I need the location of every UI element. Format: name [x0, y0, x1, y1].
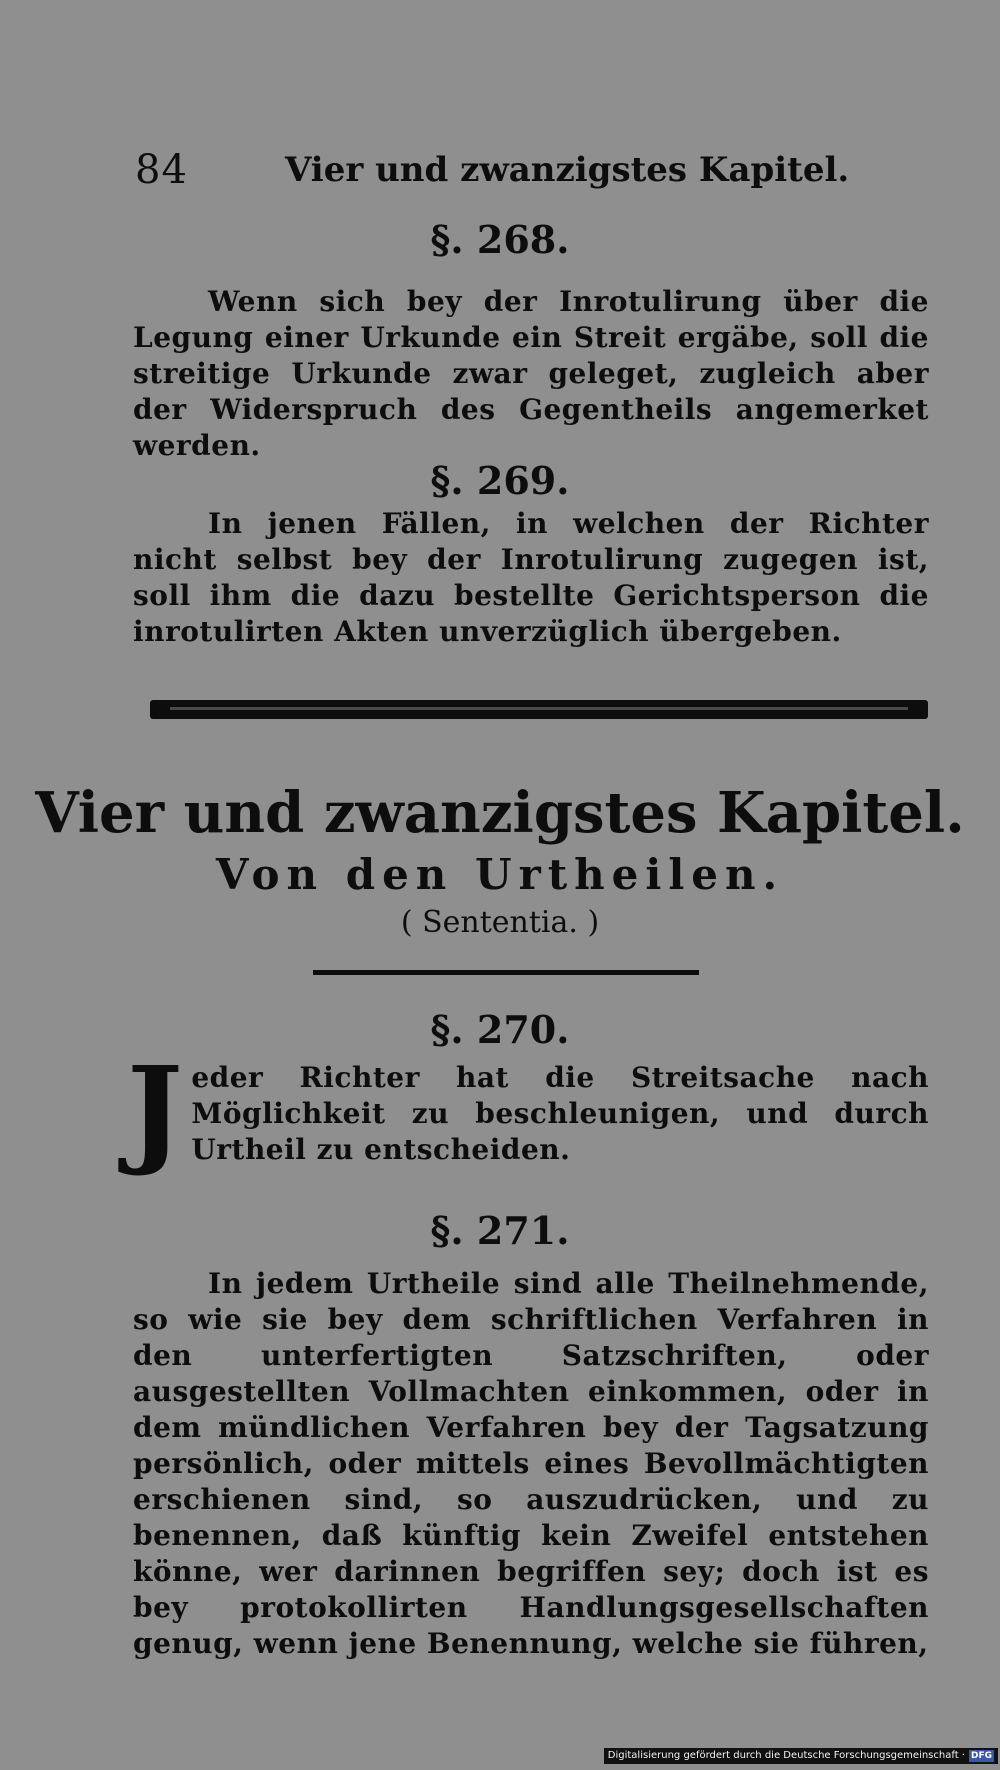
- section-heading-270: §. 270.: [430, 1007, 570, 1052]
- running-head: [135, 145, 895, 195]
- drop-cap: J: [127, 1040, 184, 1179]
- dfg-logo-icon: DFG: [970, 1751, 992, 1761]
- chapter-subtitle: Von den Urtheilen.: [215, 850, 785, 899]
- section-heading-271: §. 271.: [430, 1208, 570, 1253]
- section-text-269: In jenen Fällen, in welchen der Richter nicht selbst bey der Inrotulirung zugegen ist, soll ihm die dazu bestellte Gerichtsperson die inrotulirten Akten unverzüglich übergeben.: [133, 507, 929, 648]
- section-heading-268: §. 268.: [430, 217, 570, 262]
- chapter-divider-thick: [150, 700, 928, 719]
- section-heading-269: §. 269.: [430, 458, 570, 503]
- section-text-270: [127, 1040, 929, 1179]
- chapter-latin-title: ( Sententia. ): [400, 905, 600, 940]
- section-text-271: In jedem Urtheile sind alle Theilnehmende, so wie sie bey dem schriftlichen Verfahren in den unterfertigten Satzschriften, oder ausgestellten Vollmachten einkommen, oder in dem mündlichen Verfahren bey der Tagsatzung persönlich, oder mittels eines Bevollmächtigten erschienen sind, so auszudrücken, und zu benennen, daß künftig kein Zweifel entstehen könne, wer darinnen begriffen sey; doch ist es bey protokollirten Handlungsgesellschaften genug, wenn jene Benennung, welche sie führen,: [133, 1267, 929, 1660]
- running-title: Vier und zwanzigstes Kapitel.: [285, 150, 850, 190]
- digitization-credit: [604, 1748, 998, 1764]
- section-text-270-body: eder Richter hat die Streitsache nach Möglichkeit zu beschleunigen, und durch Urtheil zu entscheiden.: [191, 1061, 929, 1166]
- section-text-268: Wenn sich bey der Inrotulirung über die Legung einer Urkunde ein Streit ergäbe, soll die streitige Urkunde zwar geleget, zugleich aber der Widerspruch des Gegentheils angemerket werden.: [133, 285, 929, 462]
- credit-text: Digitalisierung gefördert durch die Deutsche Forschungsgemeinschaft ·: [607, 1750, 965, 1761]
- chapter-divider-thin: [313, 970, 699, 975]
- page-number: 84: [135, 147, 188, 193]
- chapter-title: Vier und zwanzigstes Kapitel.: [35, 780, 965, 846]
